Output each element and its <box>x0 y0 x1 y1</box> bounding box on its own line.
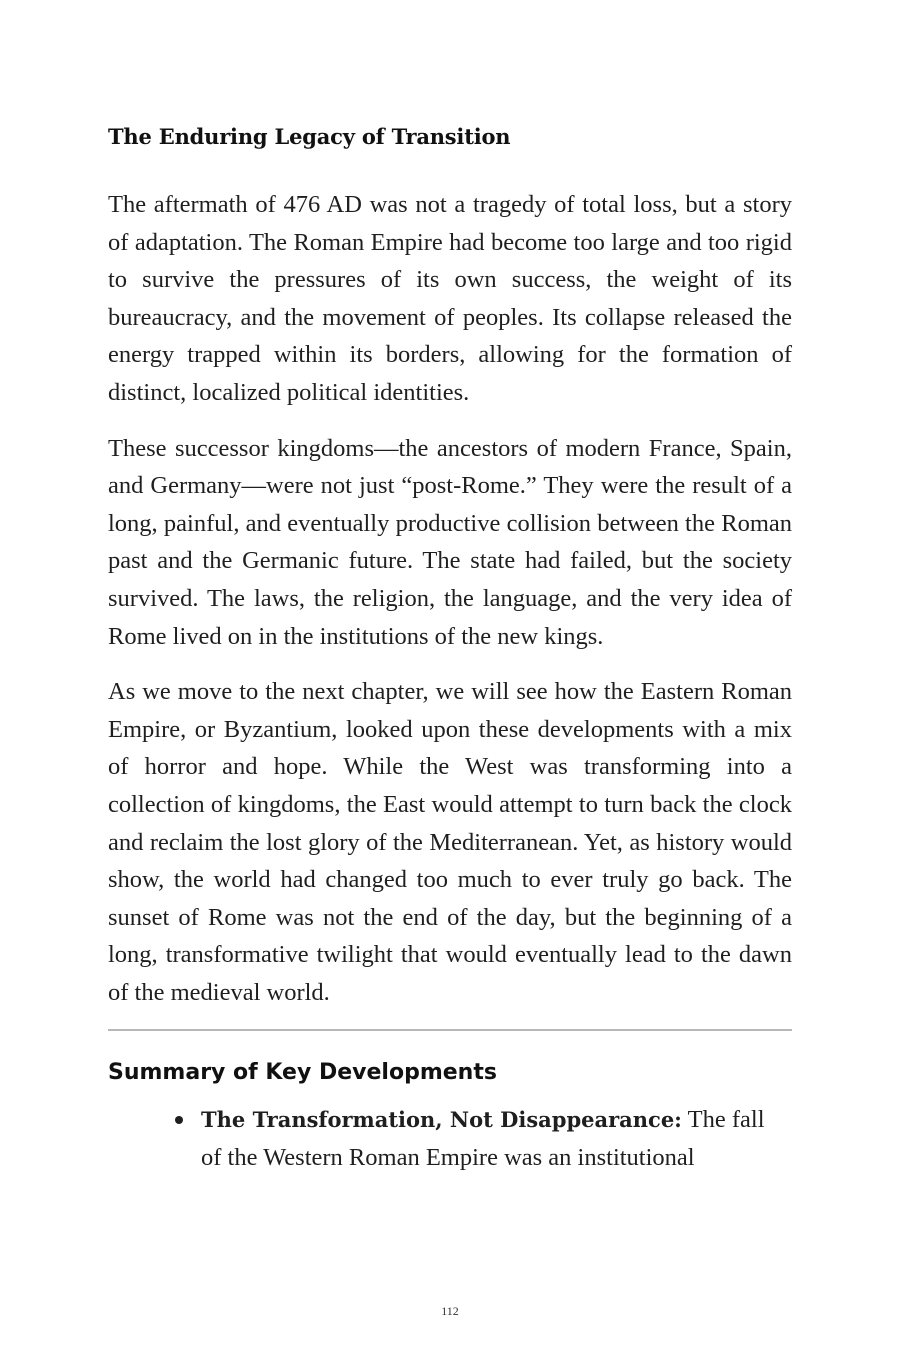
page-content <box>108 120 792 1177</box>
summary-list-item <box>175 1101 765 1176</box>
summary-item-term: The Transformation, Not Disappearance: <box>201 1107 682 1133</box>
section-divider <box>108 1029 792 1031</box>
section-heading: The Enduring Legacy of Transition <box>108 124 511 149</box>
summary-heading: Summary of Key Developments <box>108 1060 497 1086</box>
summary-item-text: The fall of the Western Roman Empire was an institutional <box>201 1106 765 1172</box>
bullet-icon <box>175 1116 183 1124</box>
body-paragraph-1: The aftermath of 476 AD was not a tragedy of total loss, but a story of adaptation. The Roman Empire had become too large and too rigid to survive the pressures of its own success, the weight of its bureaucracy, and the movement of peoples. Its collapse released the energy trapped within its borders, allowing for the formation of distinct, localized political identities. <box>108 191 792 406</box>
page-number: 112 <box>441 1304 459 1318</box>
body-paragraph-3: As we move to the next chapter, we will see how the Eastern Roman Empire, or Byzantium, looked upon these developments with a mix of horror and hope. While the West was transforming into a collection of kingdoms, the East would attempt to turn back the clock and reclaim the lost glory of the Mediterranean. Yet, as history would show, the world had changed too much to ever truly go back. The sunset of Rome was not the end of the day, but the beginning of a long, transformative twilight that would eventually lead to the dawn of the medieval world. <box>108 678 792 1006</box>
body-paragraph-2: These successor kingdoms—the ancestors of modern France, Spain, and Germany—were not just “post-Rome.” They were the result of a long, painful, and eventually productive collision between the Roman past and the Germanic future. The state had failed, but the society survived. The laws, the religion, the language, and the very idea of Rome lived on in the institutions of the new kings. <box>108 434 792 650</box>
summary-list <box>175 1101 765 1176</box>
